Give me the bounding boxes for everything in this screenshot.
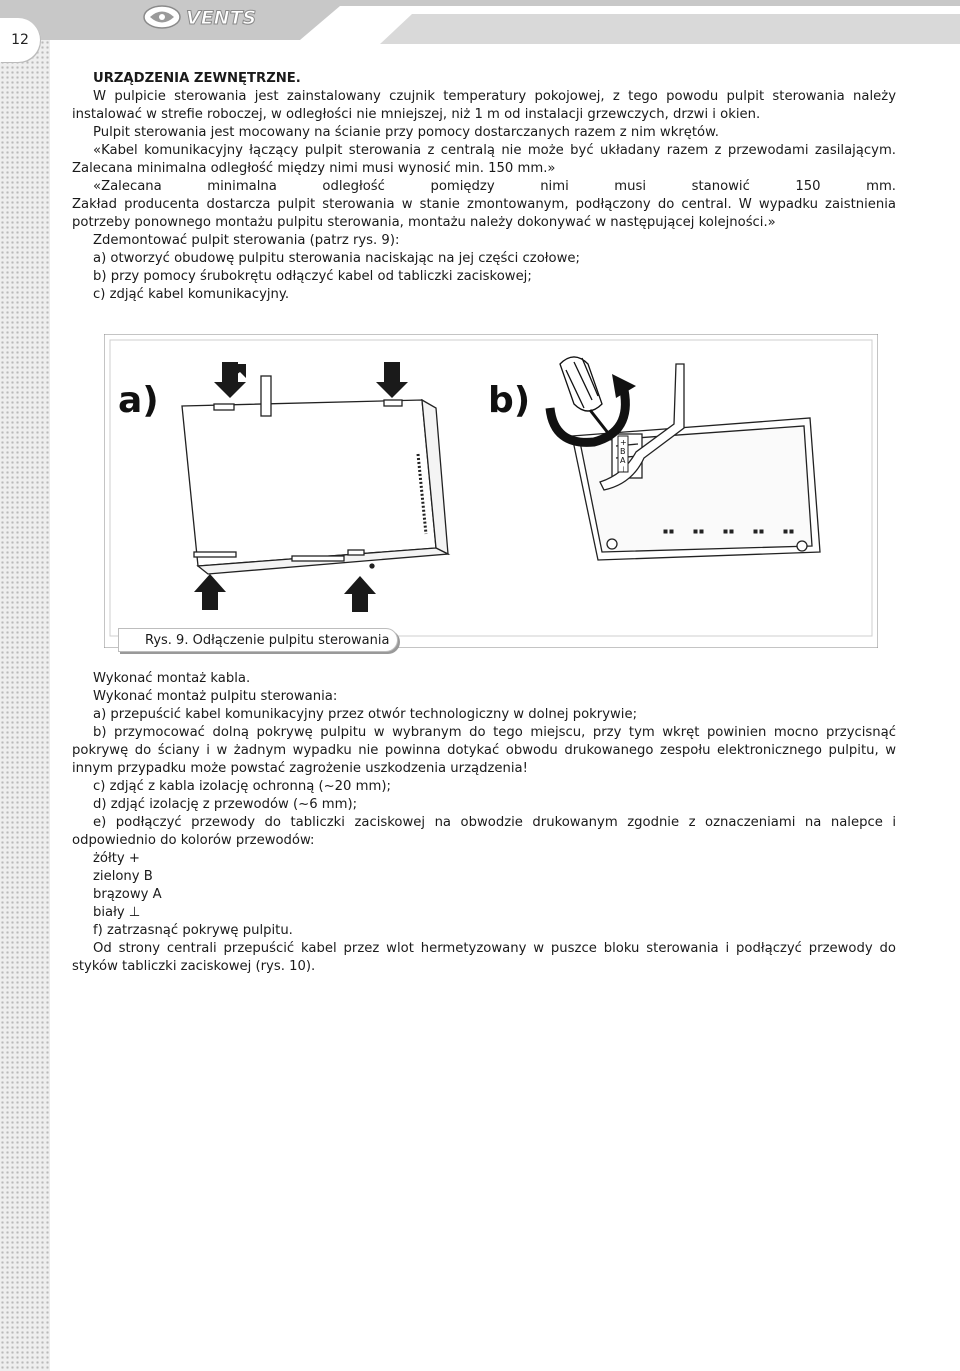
figure-caption-number: Rys. 9. bbox=[145, 632, 189, 648]
section-intro bbox=[72, 70, 896, 304]
figure-label-a: a) bbox=[118, 380, 159, 421]
install-central: Od strony centrali przepuścić kabel przez wlot hermetyzowany w puszce bloku sterowania i podłączyć przewody do styków tabliczki zaciskowej (rys. 10). bbox=[72, 941, 896, 974]
terminal-label-plus: + bbox=[620, 438, 627, 447]
svg-text:VENTS: VENTS bbox=[186, 7, 257, 29]
step-c: c) zdjąć kabel komunikacyjny. bbox=[93, 287, 290, 302]
step-b: b) przy pomocy śrubokrętu odłączyć kabel od tabliczki zaciskowej; bbox=[93, 269, 532, 284]
paragraph-disassemble: Zdemontować pulpit sterowania (patrz rys. 9): bbox=[93, 233, 400, 248]
install-step-f: f) zatrzasnąć pokrywę pulpitu. bbox=[93, 923, 293, 938]
paragraph-distance-rest: Zakład producenta dostarcza pulpit sterowania w stanie zmontowanym, podłączony do central. W wypadku zaistnienia potrzeby ponownego montażu pulpitu sterowania, montażu należy dokonywać w następującej kolejności.» bbox=[72, 197, 896, 230]
step-a: a) otworzyć obudowę pulpitu sterowania naciskając na jej części czołowe; bbox=[93, 251, 580, 266]
device-a bbox=[182, 376, 448, 574]
figure-caption bbox=[118, 628, 398, 652]
wire-white: biały ⊥ bbox=[93, 905, 141, 920]
install-step-b: b) przymocować dolną pokrywę pulpitu w wybranym do tego miejscu, przy tym wkręt powinien mocno przycisnąć pokrywę do ściany i w żadnym wypadku nie powinna dotykać obwodu drukowanego zespołu elektronicznego pulpitu, w innym przypadku może powstać zagrożenie uszkodzenia urządzenia! bbox=[72, 725, 896, 776]
terminal-label-ground: ⊥ bbox=[620, 465, 627, 474]
section-heading: URZĄDZENIA ZEWNĘTRZNE. bbox=[93, 71, 301, 86]
wire-green: zielony B bbox=[93, 869, 153, 884]
figure-9-illustration bbox=[104, 334, 878, 648]
install-step-c: c) zdjąć z kabla izolację ochronną (~20 mm); bbox=[93, 779, 391, 794]
figure-label-b: b) bbox=[488, 380, 531, 421]
terminal-label-a: A bbox=[620, 456, 626, 465]
install-step-d: d) zdjąć izolację z przewodów (~6 mm); bbox=[93, 797, 358, 812]
page-number-text: 12 bbox=[11, 32, 29, 48]
vents-logo bbox=[140, 4, 290, 30]
wire-brown: brązowy A bbox=[93, 887, 162, 902]
install-step-a: a) przepuścić kabel komunikacyjny przez otwór technologiczny w dolnej pokrywie; bbox=[93, 707, 638, 722]
paragraph-distance-line1: «Zalecana minimalna odległość pomiędzy nimi musi stanowić 150 mm. bbox=[93, 179, 896, 194]
paragraph-sensor: W pulpicie sterowania jest zainstalowany czujnik temperatury pokojowej, z tego powodu pulpit sterowania należy instalować w strefie roboczej, w odległości nie mniejszej, niż 1 m od instalacji grzewczych, drzwi i okien. bbox=[72, 89, 896, 122]
paragraph-mounting: Pulpit sterowania jest mocowany na ścianie przy pomocy dostarczanych razem z nim wkrętów. bbox=[93, 125, 719, 140]
decorative-dotted-strip bbox=[0, 0, 50, 1371]
figure-caption-text: Odłączenie pulpitu sterowania bbox=[192, 632, 390, 648]
install-line-2: Wykonać montaż pulpitu sterowania: bbox=[93, 689, 338, 704]
install-line-1: Wykonać montaż kabla. bbox=[93, 671, 251, 686]
terminal-block bbox=[618, 436, 628, 474]
terminal-label-b: B bbox=[620, 447, 626, 456]
wire-yellow: żółty + bbox=[93, 851, 140, 866]
install-step-e: e) podłączyć przewody do tabliczki zaciskowej na obwodzie drukowanym zgodnie z oznaczeniami na nalepce i odpowiednio do kolorów przewodów: bbox=[72, 815, 896, 848]
section-install bbox=[72, 670, 896, 976]
paragraph-cable: «Kabel komunikacyjny łączący pulpit sterowania z centralą nie może być układany razem z przewodami zasilającym. Zalecana minimalna odległość między nimi musi wynosić min. 150 mm.» bbox=[72, 143, 896, 176]
